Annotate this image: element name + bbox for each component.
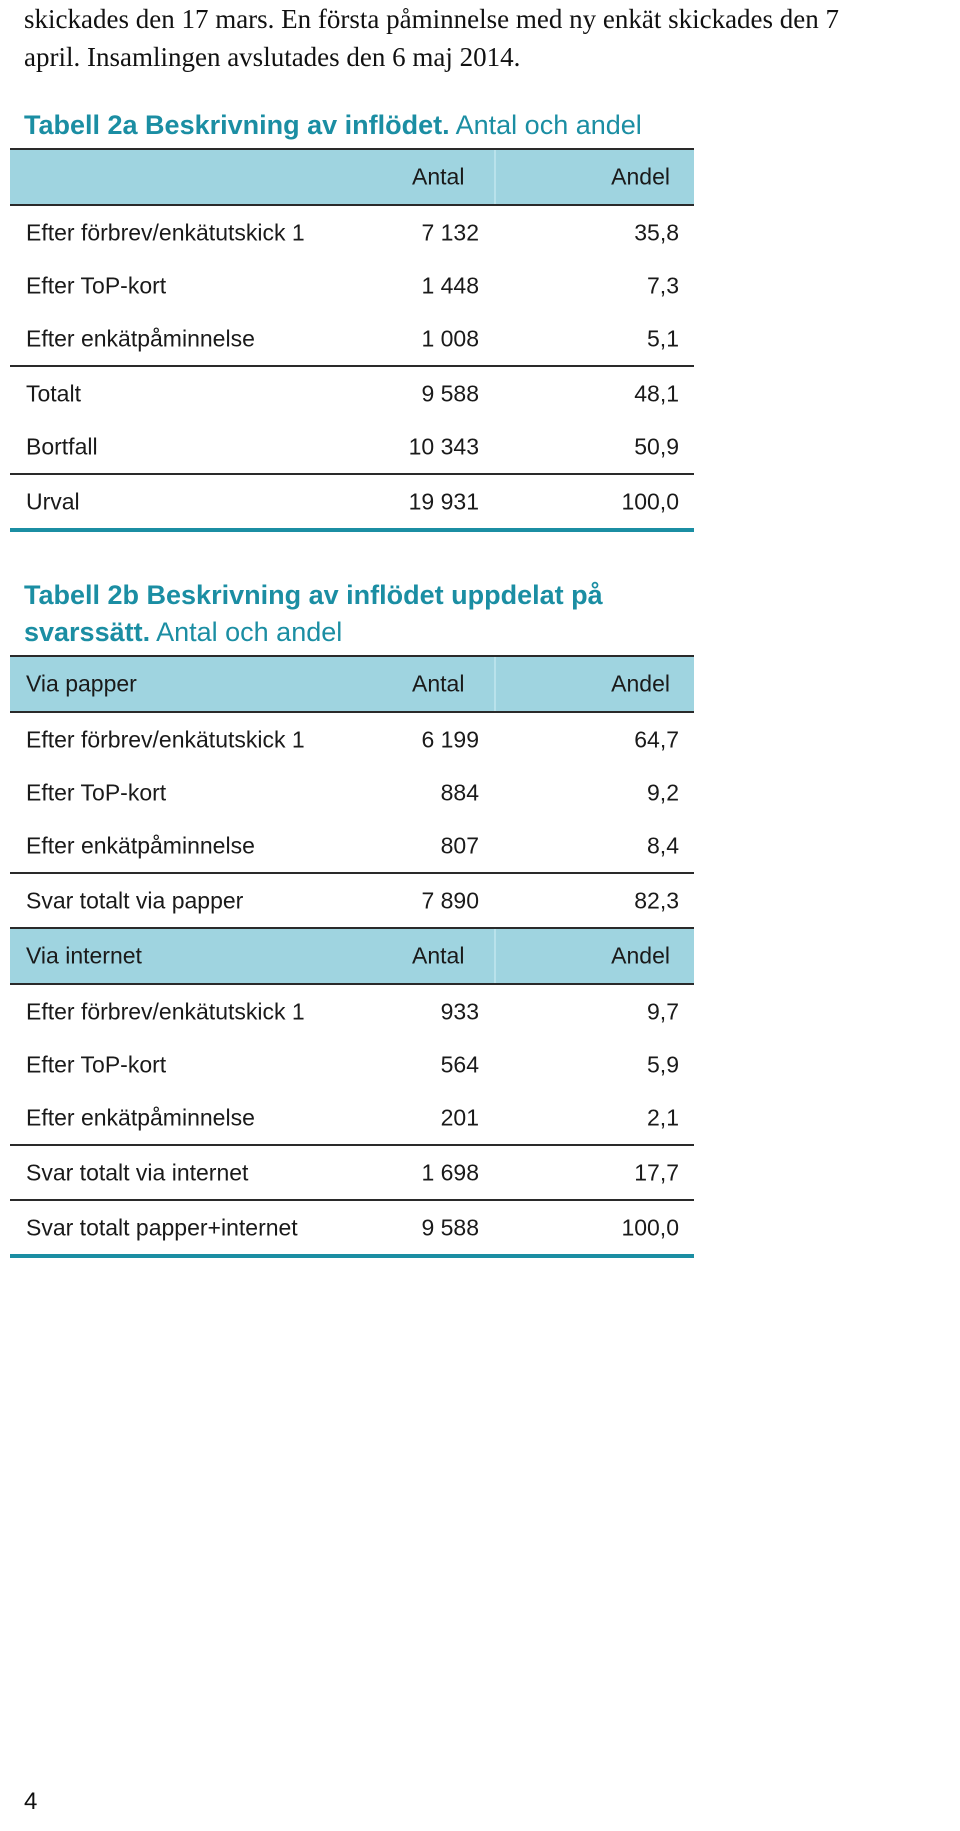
row-antal: 9 588 [421, 380, 479, 406]
table-row [10, 367, 694, 420]
row-andel: 100,0 [621, 1214, 679, 1240]
table-2a-title-sub: Antal och andel [449, 110, 642, 140]
intro-line-1: skickades den 17 mars. En första påminnelse med ny enkät skickades den 7 [24, 4, 840, 34]
table-2a-header [10, 148, 694, 206]
row-antal: 201 [440, 1104, 479, 1130]
table-row [10, 475, 694, 528]
intro-paragraph [24, 0, 944, 76]
row-label: Efter förbrev/enkätutskick 1 [26, 998, 305, 1024]
row-label: Efter förbrev/enkätutskick 1 [26, 219, 305, 245]
row-andel: 50,9 [634, 433, 679, 459]
header-antal: Antal [412, 163, 465, 190]
row-andel: 5,9 [647, 1051, 679, 1077]
header-andel: Andel [611, 163, 670, 190]
row-andel: 35,8 [634, 219, 679, 245]
row-label: Efter enkätpåminnelse [26, 1104, 255, 1130]
table-2a-title-main: Tabell 2a Beskrivning av inflödet. [24, 110, 450, 140]
table-row [10, 766, 694, 819]
header-andel: Andel [611, 670, 670, 697]
row-antal: 1 008 [421, 325, 479, 351]
table-row [10, 819, 694, 874]
row-andel: 9,2 [647, 779, 679, 805]
row-andel: 100,0 [621, 488, 679, 514]
row-andel: 64,7 [634, 726, 679, 752]
table-row [10, 1146, 694, 1201]
row-label: Efter ToP-kort [26, 1051, 167, 1077]
row-label: Svar totalt via papper [26, 887, 244, 913]
table-2b-paper-header [10, 655, 694, 713]
row-label: Svar totalt papper+internet [26, 1214, 298, 1240]
table-row [10, 713, 694, 766]
row-label: Efter ToP-kort [26, 272, 167, 298]
row-andel: 48,1 [634, 380, 679, 406]
table-2b-title-sub: Antal och andel [150, 617, 343, 647]
intro-line-2: april. Insamlingen avslutades den 6 maj 2014. [24, 42, 521, 72]
row-antal: 10 343 [408, 433, 479, 459]
header-label: Via internet [26, 942, 142, 969]
row-label: Efter ToP-kort [26, 779, 167, 805]
row-label: Efter förbrev/enkätutskick 1 [26, 726, 305, 752]
table-2b [10, 655, 694, 1258]
row-antal: 1 698 [421, 1159, 479, 1185]
row-andel: 9,7 [647, 998, 679, 1024]
table-2b-title [24, 577, 724, 651]
table-row [10, 1038, 694, 1091]
header-antal: Antal [412, 670, 465, 697]
table-row [10, 206, 694, 259]
row-antal: 19 931 [408, 488, 479, 514]
row-label: Efter enkätpåminnelse [26, 325, 255, 351]
header-label: Via papper [26, 670, 137, 697]
row-andel: 17,7 [634, 1159, 679, 1185]
row-label: Bortfall [26, 433, 98, 459]
row-antal: 9 588 [421, 1214, 479, 1240]
table-2b-title-main: Tabell 2b Beskrivning av inflödet uppdelat på svarssätt. [24, 580, 603, 647]
table-row [10, 1091, 694, 1146]
header-antal: Antal [412, 942, 465, 969]
table-2a [10, 148, 694, 532]
row-antal: 6 199 [421, 726, 479, 752]
table-row [10, 420, 694, 475]
table-2b-internet-header [10, 927, 694, 985]
table-row [10, 874, 694, 927]
table-2b-bottom-rule [10, 1254, 694, 1258]
row-andel: 2,1 [647, 1104, 679, 1130]
row-andel: 8,4 [647, 832, 679, 858]
row-label: Totalt [26, 380, 81, 406]
row-antal: 564 [440, 1051, 479, 1077]
table-2a-title [24, 107, 724, 144]
row-antal: 884 [440, 779, 479, 805]
row-andel: 5,1 [647, 325, 679, 351]
table-row [10, 985, 694, 1038]
row-antal: 1 448 [421, 272, 479, 298]
row-label: Efter enkätpåminnelse [26, 832, 255, 858]
row-antal: 933 [440, 998, 479, 1024]
row-antal: 807 [440, 832, 479, 858]
row-andel: 7,3 [647, 272, 679, 298]
table-row [10, 259, 694, 312]
row-label: Urval [26, 488, 80, 514]
row-andel: 82,3 [634, 887, 679, 913]
row-label: Svar totalt via internet [26, 1159, 249, 1185]
table-row [10, 312, 694, 367]
table-row [10, 1201, 694, 1254]
table-2a-bottom-rule [10, 528, 694, 532]
header-andel: Andel [611, 942, 670, 969]
page-number: 4 [24, 1788, 38, 1815]
row-antal: 7 132 [421, 219, 479, 245]
row-antal: 7 890 [421, 887, 479, 913]
